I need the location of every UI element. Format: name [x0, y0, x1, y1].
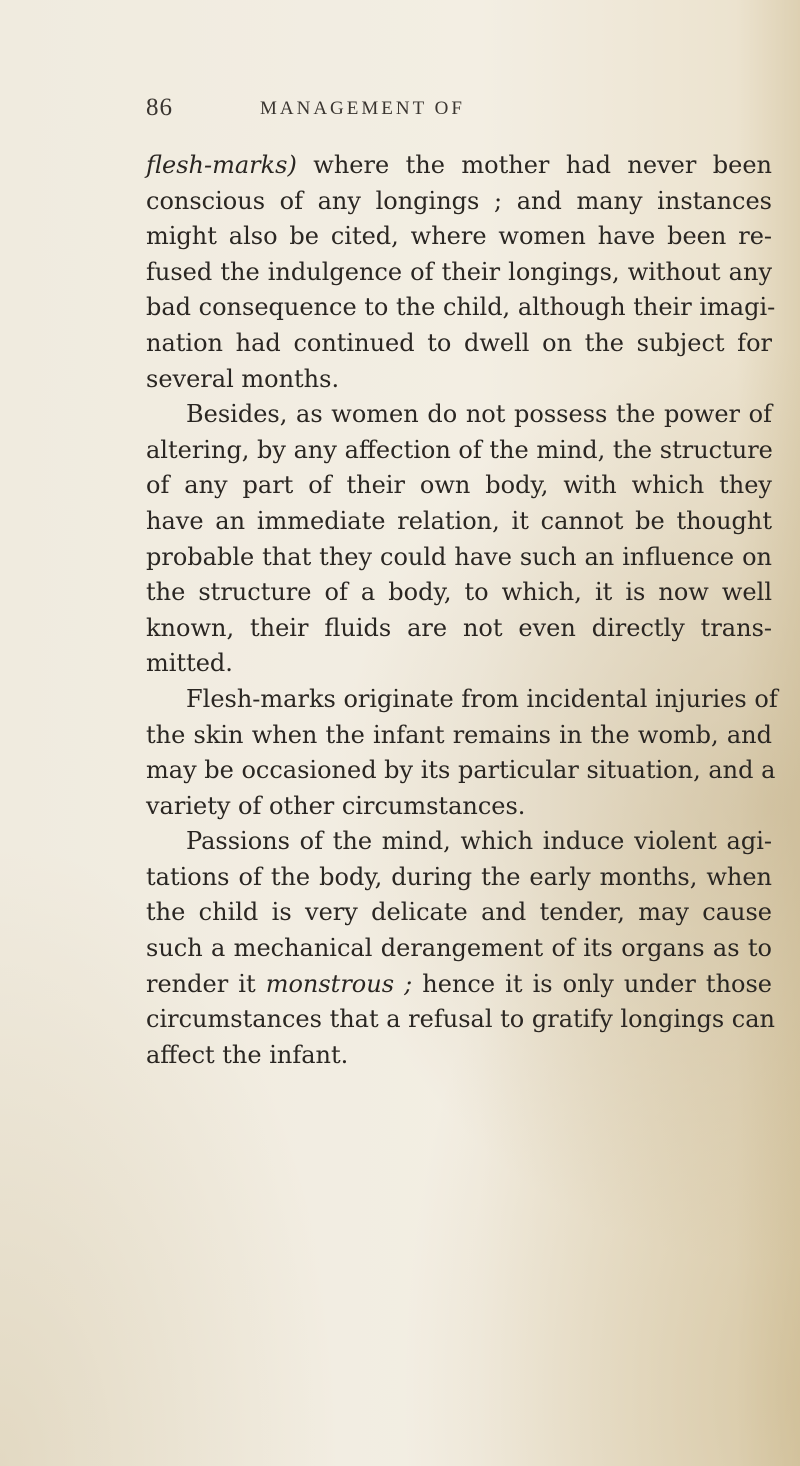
paragraph-start: Flesh-marks originate from incidental injuries of: [186, 684, 778, 713]
page-header: [146, 94, 706, 134]
text-line: variety of other circumstances.: [146, 791, 526, 820]
italic-term: monstrous ;: [265, 969, 413, 998]
text-line: such a mechanical derangement of its organs as to: [146, 934, 772, 963]
text-line: affect the infant.: [146, 1040, 349, 1069]
italic-term: flesh-marks): [146, 151, 297, 179]
text-line: altering, by any affection of the mind, the structure: [146, 435, 773, 464]
text-line: tations of the body, during the early months, when: [146, 862, 772, 891]
text-line: the child is very delicate and tender, may cause: [146, 898, 772, 927]
text-line: [146, 967, 772, 1003]
text-line: the structure of a body, to which, it is now well: [146, 578, 772, 607]
text-line: fused the indulgence of their longings, without any: [146, 257, 772, 286]
paragraph-start: Besides, as women do not possess the power of: [186, 400, 772, 429]
text-line: may be occasioned by its particular situation, and a: [146, 756, 776, 785]
text-line: the skin when the infant remains in the womb, and: [146, 720, 772, 749]
body-text: [146, 148, 778, 1073]
line-text: render it: [146, 969, 266, 998]
line-text: hence it is only under those: [412, 969, 773, 998]
text-line: known, their fluids are not even directly trans-: [146, 613, 772, 642]
text-line: conscious of any longings ; and many instances: [146, 186, 772, 215]
text-line: several months.: [146, 364, 340, 393]
page-number: 86: [146, 94, 173, 121]
text-line: circumstances that a refusal to gratify longings can: [146, 1005, 775, 1034]
running-head: MANAGEMENT OF: [260, 98, 465, 119]
text-line: mitted.: [146, 649, 233, 678]
line-text: where the mother had never been: [296, 151, 772, 179]
text-line: [146, 148, 772, 184]
text-line: bad consequence to the child, although their imagi-: [146, 293, 776, 322]
text-line: have an immediate relation, it cannot be thought: [146, 506, 772, 535]
text-line: nation had continued to dwell on the subject for: [146, 328, 772, 357]
text-line: might also be cited, where women have been re-: [146, 222, 772, 251]
text-line: of any part of their own body, with which they: [146, 471, 772, 500]
paragraph-start: Passions of the mind, which induce violent agi-: [186, 827, 772, 856]
text-line: probable that they could have such an influence on: [146, 542, 772, 571]
